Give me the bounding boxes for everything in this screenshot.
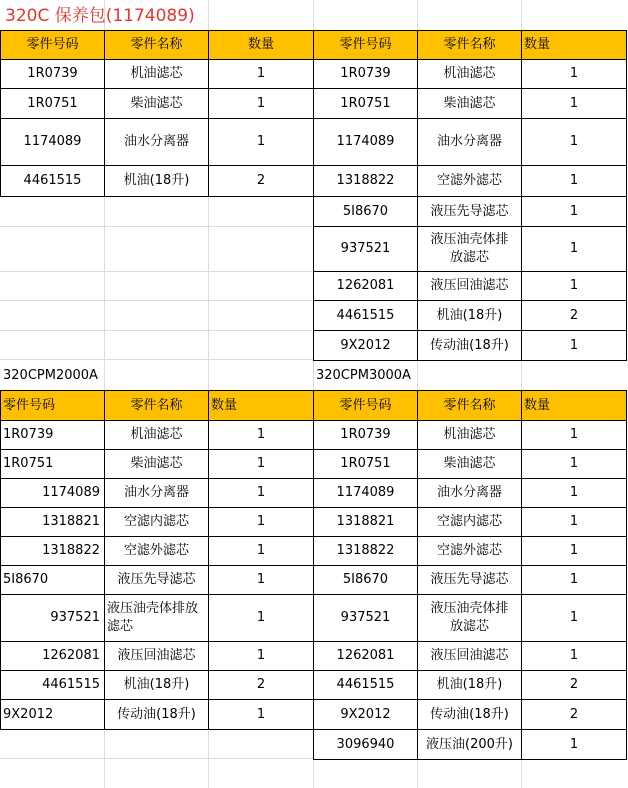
cell-part-name: 空滤内滤芯 [418, 508, 522, 537]
col-header-part-no: 零件号码 [1, 31, 105, 60]
parts-table-1 [0, 30, 314, 197]
table-row [1, 479, 314, 508]
table-row [314, 421, 627, 450]
cell-part-name: 机油(18升) [418, 301, 522, 331]
cell-part-no: 9X2012 [314, 331, 418, 361]
cell-part-no: 1318821 [1, 508, 105, 537]
parts-table-4 [313, 390, 627, 760]
cell-part-no: 4461515 [1, 671, 105, 700]
table-row [314, 566, 627, 595]
cell-part-no: 9X2012 [1, 700, 105, 730]
col-header-part-name: 零件名称 [418, 391, 522, 421]
col-header-part-no: 零件号码 [314, 391, 418, 421]
table-header-row [1, 31, 314, 60]
table-row [314, 730, 627, 760]
table-row [314, 642, 627, 671]
cell-part-name: 柴油滤芯 [105, 450, 209, 479]
cell-qty: 1 [209, 89, 314, 119]
cell-part-name: 液压回油滤芯 [418, 272, 522, 301]
table-header-row [314, 31, 627, 60]
cell-qty: 1 [209, 700, 314, 730]
table-row [314, 119, 627, 166]
cell-part-name: 液压先导滤芯 [418, 566, 522, 595]
table-header-row [1, 391, 314, 421]
table-row [314, 595, 627, 642]
cell-part-no: 1R0739 [314, 60, 418, 89]
cell-part-no: 1R0739 [314, 421, 418, 450]
table-row [1, 450, 314, 479]
cell-qty: 1 [522, 479, 627, 508]
cell-part-no: 3096940 [314, 730, 418, 760]
sheet-title: 320C 保养包(1174089) [5, 6, 195, 26]
cell-part-no: 1174089 [1, 479, 105, 508]
cell-qty: 1 [209, 537, 314, 566]
cell-part-no: 937521 [1, 595, 105, 642]
col-header-part-name: 零件名称 [418, 31, 522, 60]
col-header-qty: 数量 [209, 391, 314, 421]
cell-part-name: 机油(18升) [418, 671, 522, 700]
table-row [314, 272, 627, 301]
col-header-qty: 数量 [522, 31, 627, 60]
cell-part-name: 液压油壳体排放滤芯 [418, 227, 522, 272]
col-header-part-name: 零件名称 [105, 391, 209, 421]
cell-part-name: 液压先导滤芯 [105, 566, 209, 595]
cell-qty: 1 [209, 566, 314, 595]
col-header-qty: 数量 [522, 391, 627, 421]
cell-qty: 1 [522, 508, 627, 537]
cell-qty: 1 [209, 421, 314, 450]
cell-part-no: 5I8670 [314, 197, 418, 227]
col-header-part-no: 零件号码 [314, 31, 418, 60]
cell-part-name: 柴油滤芯 [105, 89, 209, 119]
cell-part-name: 柴油滤芯 [418, 89, 522, 119]
cell-qty: 2 [522, 671, 627, 700]
table-row [314, 508, 627, 537]
cell-qty: 1 [209, 642, 314, 671]
cell-part-no: 1318822 [314, 537, 418, 566]
cell-qty: 1 [209, 60, 314, 89]
cell-part-name: 机油(18升) [105, 166, 209, 197]
cell-qty: 1 [522, 119, 627, 166]
col-header-part-no: 零件号码 [1, 391, 105, 421]
cell-part-no: 1R0751 [1, 89, 105, 119]
table-row [314, 537, 627, 566]
table-row [314, 227, 627, 272]
cell-part-name: 液压油壳体排放滤芯 [418, 595, 522, 642]
table-row [314, 671, 627, 700]
cell-qty: 1 [522, 537, 627, 566]
table-header-row [314, 391, 627, 421]
cell-qty: 1 [522, 89, 627, 119]
table-row [1, 671, 314, 700]
cell-part-name: 传动油(18升) [105, 700, 209, 730]
cell-qty: 1 [522, 60, 627, 89]
cell-part-name: 机油滤芯 [418, 60, 522, 89]
cell-qty: 1 [209, 119, 314, 166]
cell-qty: 2 [209, 671, 314, 700]
cell-part-name: 传动油(18升) [418, 331, 522, 361]
cell-part-no: 1318822 [1, 537, 105, 566]
cell-part-name: 液压油(200升) [418, 730, 522, 760]
cell-qty: 1 [522, 450, 627, 479]
cell-part-no: 1174089 [314, 119, 418, 166]
table-row [314, 166, 627, 197]
cell-part-no: 1R0751 [1, 450, 105, 479]
cell-part-name: 机油滤芯 [105, 421, 209, 450]
section-label-pm3000a: 320CPM3000A [316, 368, 411, 383]
cell-part-no: 9X2012 [314, 700, 418, 730]
cell-part-name: 液压回油滤芯 [418, 642, 522, 671]
cell-part-name: 机油滤芯 [105, 60, 209, 89]
col-header-qty: 数量 [209, 31, 314, 60]
table-row [1, 508, 314, 537]
table-row [314, 479, 627, 508]
cell-qty: 1 [522, 730, 627, 760]
cell-part-name: 柴油滤芯 [418, 450, 522, 479]
table-row [314, 89, 627, 119]
cell-qty: 1 [522, 272, 627, 301]
cell-part-name: 油水分离器 [105, 119, 209, 166]
cell-part-name: 油水分离器 [105, 479, 209, 508]
cell-qty: 1 [522, 331, 627, 361]
cell-part-name: 油水分离器 [418, 119, 522, 166]
parts-table-3 [0, 390, 314, 730]
table-row [314, 60, 627, 89]
cell-part-no: 1318822 [314, 166, 418, 197]
cell-part-no: 937521 [314, 227, 418, 272]
table-row [1, 642, 314, 671]
table-row [314, 450, 627, 479]
cell-part-no: 1R0751 [314, 89, 418, 119]
cell-part-name: 液压油壳体排放滤芯 [105, 595, 209, 642]
table-row [314, 331, 627, 361]
cell-part-name: 传动油(18升) [418, 700, 522, 730]
cell-qty: 1 [522, 197, 627, 227]
table-row [1, 595, 314, 642]
cell-qty: 1 [209, 508, 314, 537]
cell-part-name: 空滤外滤芯 [105, 537, 209, 566]
col-header-part-name: 零件名称 [105, 31, 209, 60]
cell-part-name: 液压回油滤芯 [105, 642, 209, 671]
cell-part-no: 4461515 [314, 301, 418, 331]
table-row [1, 60, 314, 89]
cell-part-name: 空滤外滤芯 [418, 537, 522, 566]
cell-qty: 1 [522, 642, 627, 671]
cell-part-no: 4461515 [1, 166, 105, 197]
cell-part-no: 1262081 [314, 642, 418, 671]
cell-qty: 1 [522, 166, 627, 197]
cell-qty: 1 [209, 479, 314, 508]
cell-qty: 1 [522, 566, 627, 595]
cell-part-no: 1174089 [1, 119, 105, 166]
cell-part-name: 机油(18升) [105, 671, 209, 700]
cell-part-name: 空滤外滤芯 [418, 166, 522, 197]
cell-part-no: 4461515 [314, 671, 418, 700]
cell-qty: 1 [522, 227, 627, 272]
table-row [314, 197, 627, 227]
cell-part-no: 1R0751 [314, 450, 418, 479]
cell-qty: 1 [522, 421, 627, 450]
cell-part-no: 1174089 [314, 479, 418, 508]
cell-qty: 2 [522, 700, 627, 730]
cell-part-no: 1R0739 [1, 421, 105, 450]
cell-part-name: 空滤内滤芯 [105, 508, 209, 537]
table-row [1, 537, 314, 566]
table-row [314, 301, 627, 331]
table-row [1, 421, 314, 450]
cell-qty: 1 [209, 595, 314, 642]
cell-part-no: 937521 [314, 595, 418, 642]
cell-part-no: 1R0739 [1, 60, 105, 89]
cell-qty: 2 [522, 301, 627, 331]
table-row [1, 166, 314, 197]
cell-part-name: 液压先导滤芯 [418, 197, 522, 227]
cell-part-no: 1318821 [314, 508, 418, 537]
cell-part-no: 5I8670 [314, 566, 418, 595]
cell-qty: 1 [522, 595, 627, 642]
table-row [1, 566, 314, 595]
cell-qty: 1 [209, 450, 314, 479]
cell-part-name: 油水分离器 [418, 479, 522, 508]
parts-table-2 [313, 30, 627, 361]
table-row [1, 89, 314, 119]
cell-part-no: 1262081 [314, 272, 418, 301]
cell-part-no: 5I8670 [1, 566, 105, 595]
cell-qty: 2 [209, 166, 314, 197]
cell-part-no: 1262081 [1, 642, 105, 671]
table-row [314, 700, 627, 730]
section-label-pm2000a: 320CPM2000A [3, 368, 98, 383]
table-row [1, 119, 314, 166]
cell-part-name: 机油滤芯 [418, 421, 522, 450]
table-row [1, 700, 314, 730]
